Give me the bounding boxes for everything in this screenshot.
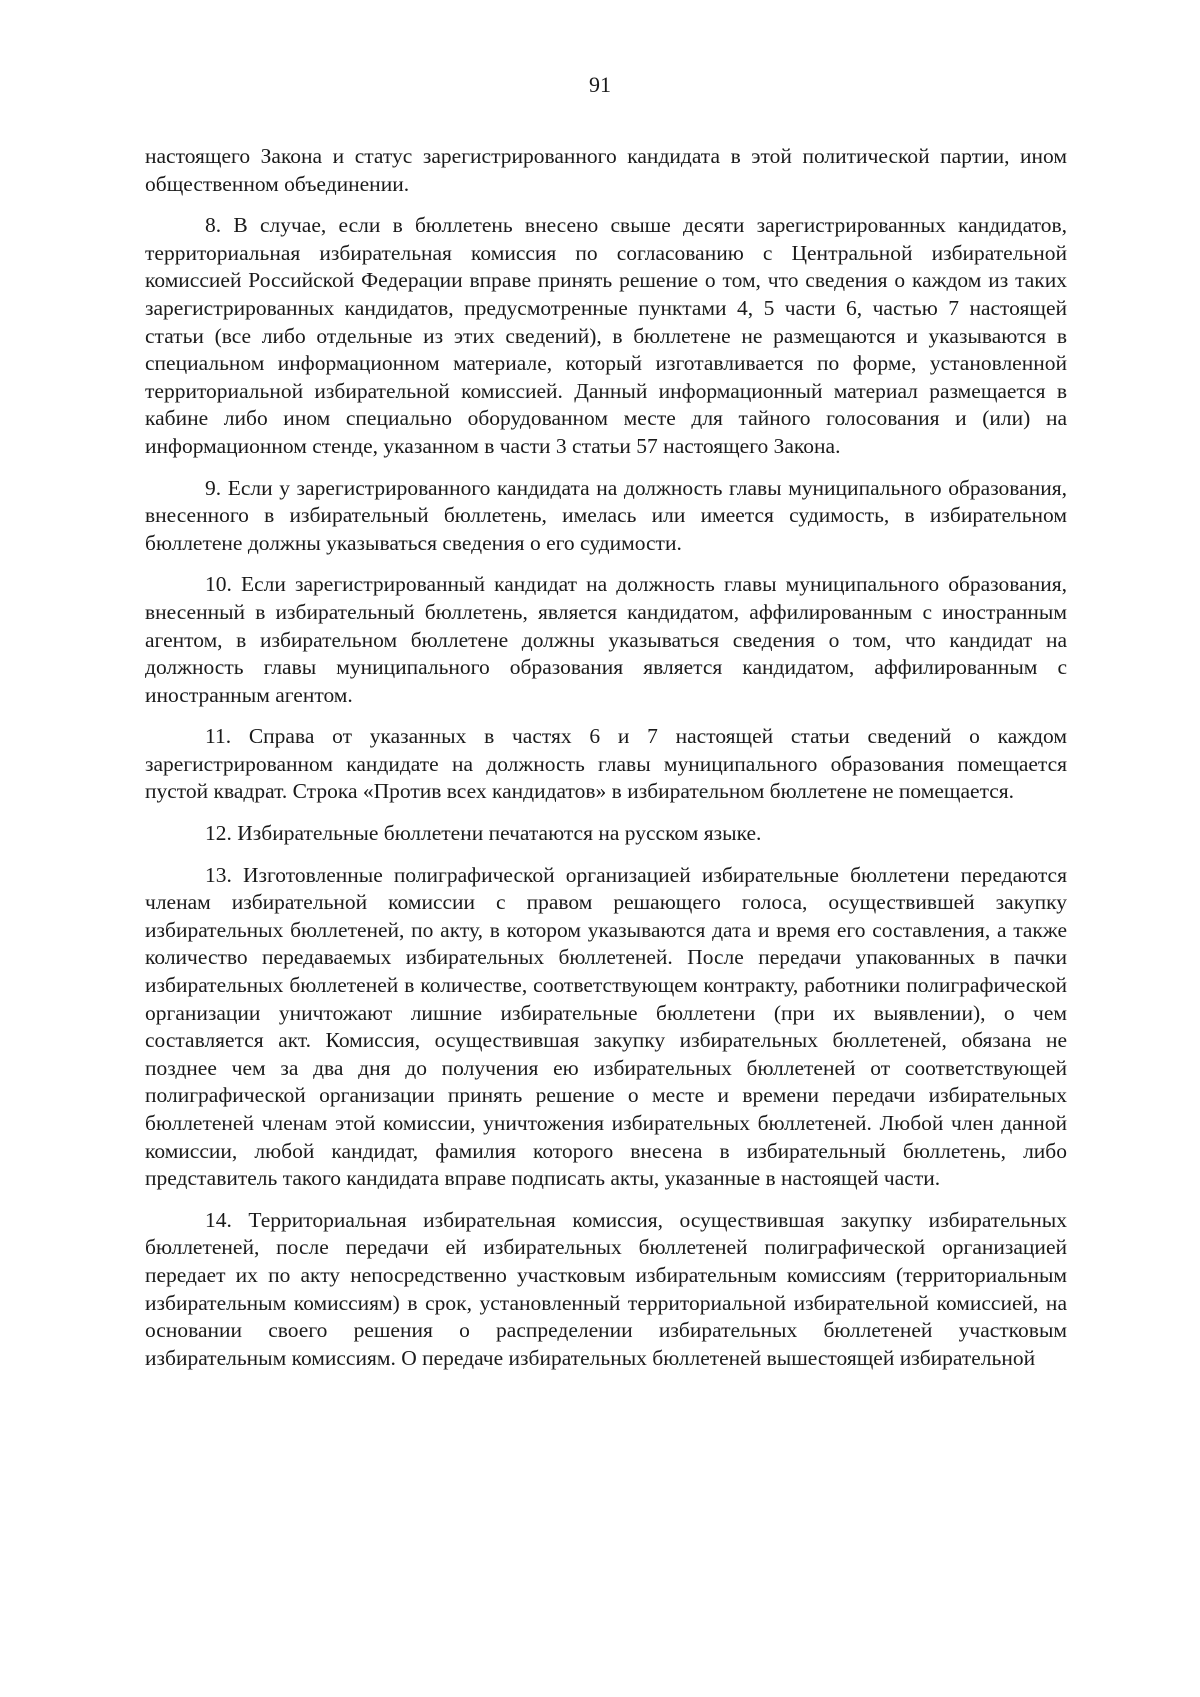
paragraph-item-12: 12. Избирательные бюллетени печатаются на русском языке. [205,821,762,846]
paragraph-item-14: 14. Территориальная избирательная комиссия, осуществившая закупку избирательных бюллетеней, после передачи ей избирательных бюллетеней полиграфической организацией передает их по акту непосредственно участковым избирательным комиссиям (территориальным избирательным комиссиям) в срок, установленный территориальной избирательной комиссией, на основании своего решения о распределении избирательных бюллетеней участковым избирательным комиссиям. О передаче избирательных бюллетеней вышестоящей избирательной [145,1207,1067,1370]
page-number: 91 [589,72,611,97]
document-body [145,143,1067,1386]
paragraph-item-8: 8. В случае, если в бюллетень внесено свыше десяти зарегистрированных кандидатов, территориальная избирательная комиссия по согласованию с Центральной избирательной комиссией Российской Федерации вправе принять решение о том, что сведения о каждом из таких зарегистрированных кандидатов, предусмотренные пунктами 4, 5 части 6, частью 7 настоящей статьи (все либо отдельные из этих сведений), в бюллетене не размещаются и указываются в специальном информационном материале, который изготавливается по форме, установленной территориальной избирательной комиссией. Данный информационный материал размещается в кабине либо ином специально оборудованном месте для тайного голосования и (или) на информационном стенде, указанном в части 3 статьи 57 настоящего Закона. [145,213,1067,458]
paragraph-item-13: 13. Изготовленные полиграфической организацией избирательные бюллетени передаются членам избирательной комиссии с правом решающего голоса, осуществившей закупку избирательных бюллетеней, по акту, в котором указываются дата и время его составления, а также количество передаваемых избирательных бюллетеней. После передачи упакованных в пачки избирательных бюллетеней в количестве, соответствующем контракту, работники полиграфической организации уничтожают лишние избирательные бюллетени (при их выявлении), о чем составляется акт. Комиссия, осуществившая закупку избирательных бюллетеней, обязана не позднее чем за два дня до получения ею избирательных бюллетеней от соответствующей полиграфической организации принять решение о месте и времени передачи избирательных бюллетеней членам этой комиссии, уничтожения избирательных бюллетеней. Любой член данной комиссии, любой кандидат, фамилия которого внесена в избирательный бюллетень, либо представитель такого кандидата вправе подписать акты, указанные в настоящей части. [145,862,1067,1191]
paragraph-continuation: настоящего Закона и статус зарегистрированного кандидата в этой политической партии, ином общественном объединении. [145,144,1067,196]
paragraph-item-11: 11. Справа от указанных в частях 6 и 7 настоящей статьи сведений о каждом зарегистрированном кандидате на должность главы муниципального образования помещается пустой квадрат. Строка «Против всех кандидатов» в избирательном бюллетене не помещается. [145,724,1067,804]
paragraph-item-10: 10. Если зарегистрированный кандидат на должность главы муниципального образования, внесенный в избирательный бюллетень, является кандидатом, аффилированным с иностранным агентом, в избирательном бюллетене должны указываться сведения о том, что кандидат на должность главы муниципального образования является кандидатом, аффилированным с иностранным агентом. [145,572,1067,707]
paragraph-item-9: 9. Если у зарегистрированного кандидата на должность главы муниципального образования, внесенного в избирательный бюллетень, имелась или имеется судимость, в избирательном бюллетене должны указываться сведения о его судимости. [145,475,1067,555]
